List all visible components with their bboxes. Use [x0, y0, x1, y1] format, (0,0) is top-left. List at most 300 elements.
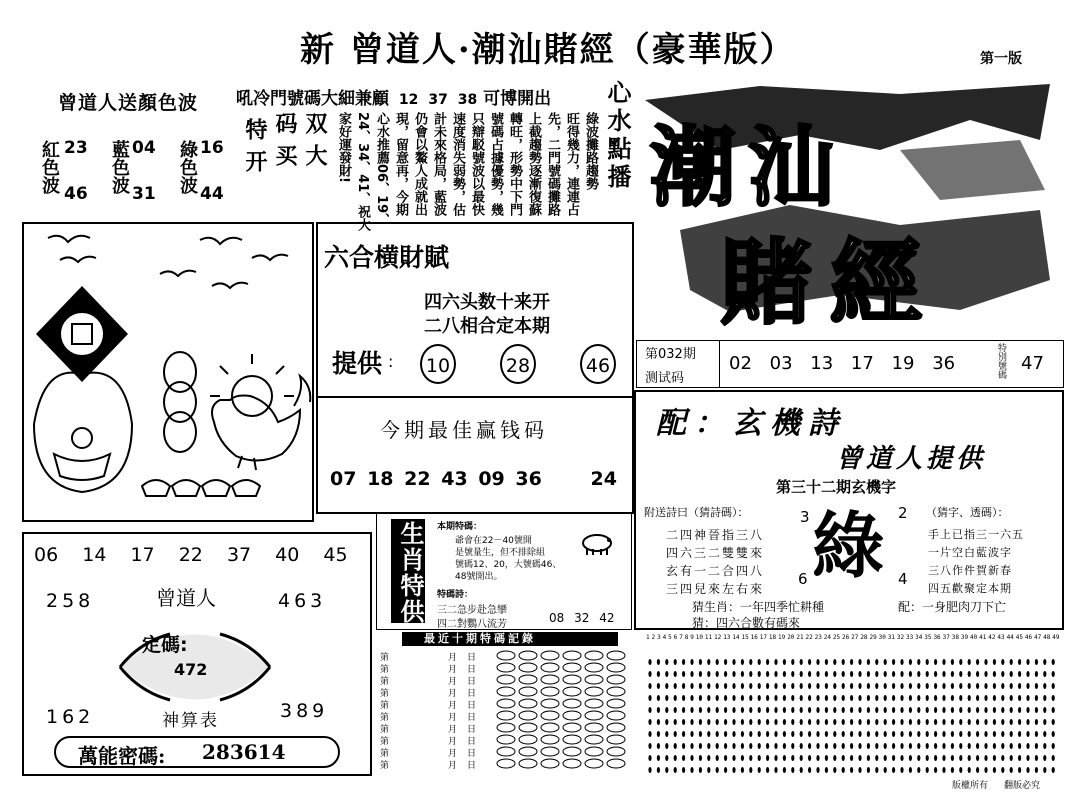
- history-row-label: 第: [380, 701, 390, 711]
- history-oval: [563, 675, 581, 684]
- history-oval: [497, 723, 515, 732]
- best-number-special: 24: [590, 468, 617, 490]
- grid-dot: [951, 767, 954, 773]
- best-number-4: 43: [441, 468, 468, 490]
- hot-col-5: 仍會以鰲人成就出: [412, 112, 427, 216]
- history-oval: [585, 699, 603, 708]
- grid-header-number: 34: [915, 634, 923, 641]
- sun-icon: [210, 354, 294, 416]
- best-numbers-title: 今期最佳赢钱码: [380, 418, 548, 442]
- history-oval: [607, 735, 625, 744]
- history-oval: [497, 759, 515, 768]
- history-oval: [541, 735, 559, 744]
- xuanji-corner-4: 4: [898, 570, 908, 588]
- right-top-number: 463: [278, 590, 327, 612]
- history-row-date: 月日: [448, 665, 487, 675]
- history-row-label: 第: [380, 665, 390, 675]
- blue-wave-label: 藍色波: [109, 140, 130, 194]
- xuanji-title: 配：玄機詩: [656, 406, 846, 441]
- grid-dot: [741, 767, 744, 773]
- history-oval: [585, 663, 603, 672]
- grid-header-number: 48: [1043, 634, 1051, 641]
- grid-dot: [917, 767, 920, 773]
- history-row-date: 月日: [448, 713, 487, 723]
- history-oval: [497, 663, 515, 672]
- period-label: 第032期: [645, 347, 696, 362]
- grid-header-number: 5: [668, 634, 672, 641]
- hot-col-1: 家好運發財!: [336, 112, 351, 183]
- xuanji-corner-2: 2: [898, 504, 908, 522]
- xuanji-left-note: 附送詩曰（猜詩碼）：: [644, 506, 749, 519]
- grid-dot: [984, 767, 987, 773]
- liuhe-provide-label: 提供: [332, 349, 383, 378]
- history-row-label: 第: [380, 689, 390, 699]
- grid-dot: [674, 767, 677, 773]
- liuhe-poem-1: 四六头数十来开: [424, 292, 550, 313]
- hot-col-10: 轉旺，形勢中下門: [507, 112, 522, 216]
- grid-dot: [749, 767, 752, 773]
- history-row-ovals: [496, 722, 636, 733]
- coin-diamond-icon: [36, 286, 128, 382]
- grid-header-number: 14: [732, 634, 740, 641]
- grid-dot: [758, 767, 761, 773]
- grid-dot: [800, 767, 803, 773]
- grid-header-number: 13: [723, 634, 731, 641]
- best-number-3: 22: [404, 468, 431, 490]
- grid-header-number: 44: [1006, 634, 1014, 641]
- grid-dot: [1035, 767, 1038, 773]
- history-row-date: 月日: [448, 749, 487, 759]
- top-number-5: 37: [226, 544, 252, 566]
- left-bottom-number: 162: [46, 706, 95, 728]
- history-oval: [541, 663, 559, 672]
- hot-col-11: 上截趨勢逐漸復蘇: [526, 112, 541, 216]
- history-oval: [541, 675, 559, 684]
- history-title: 最近十期特碼記錄: [424, 632, 536, 645]
- history-row-ovals: [496, 674, 636, 685]
- top-numbers-row: [34, 544, 348, 566]
- zodiac-poem-2: 四二對鸚八流芳: [437, 619, 507, 630]
- xuanji-bottom-1: 猜生肖：一年四季忙耕種: [692, 600, 825, 614]
- red-wave-n1: 23: [64, 138, 88, 158]
- hot-left-col-1: 特开: [242, 118, 268, 182]
- grid-header-number: 9: [690, 634, 694, 641]
- history-oval: [541, 687, 559, 696]
- history-oval: [585, 711, 603, 720]
- color-wave-title: 曾道人送顏色波: [58, 92, 199, 114]
- hot-number-2: 37: [428, 92, 448, 108]
- history-oval: [519, 675, 537, 684]
- history-oval: [541, 699, 559, 708]
- logo-line-2: 賭經: [720, 229, 941, 337]
- grid-header-number: 6: [673, 634, 678, 641]
- history-row-date: 月日: [448, 677, 487, 687]
- history-oval: [519, 651, 537, 660]
- period-special-number: 47: [1021, 353, 1044, 374]
- grid-dot: [968, 767, 971, 773]
- grid-header-number: 12: [714, 634, 722, 641]
- grid-header-number: 25: [832, 634, 841, 641]
- hot-headline-text: 吼冷門號碼大細兼顧: [236, 89, 389, 109]
- top-number-3: 17: [130, 544, 155, 566]
- grid-header-number: 26: [842, 634, 850, 641]
- history-row-date: 月日: [448, 653, 487, 663]
- history-oval: [607, 759, 625, 768]
- grid-dot: [909, 767, 912, 773]
- grid-header-number: 19: [778, 634, 786, 641]
- grid-dot: [1052, 767, 1055, 773]
- history-row-ovals: [496, 710, 636, 721]
- xuanji-bottom-3: 猜：四六合數有碼來: [692, 616, 801, 630]
- illustration-box: [22, 222, 314, 522]
- history-row-label: 第: [380, 725, 390, 735]
- history-row-label: 第: [380, 677, 390, 687]
- grid-header-number: 38: [951, 634, 959, 641]
- history-row-ovals: [496, 662, 636, 673]
- period-number-5: 19: [891, 353, 915, 374]
- grid-dot: [648, 767, 651, 773]
- grid-dot: [1026, 767, 1029, 773]
- history-row-label: 第: [380, 737, 390, 747]
- history-oval: [563, 699, 581, 708]
- grid-header-number: 17: [759, 634, 767, 641]
- liuhe-number-2: 28: [500, 344, 536, 384]
- history-oval: [563, 735, 581, 744]
- grid-header-number: 39: [960, 634, 969, 641]
- history-oval: [563, 663, 581, 672]
- xuanji-left-line-3: 玄有一二合四八: [666, 564, 765, 578]
- history-oval: [497, 675, 515, 684]
- history-oval: [519, 723, 537, 732]
- hot-col-3: 心水推薦06、19、: [374, 112, 389, 227]
- master-code: 283614: [202, 740, 286, 764]
- blue-wave-n1: 04: [132, 138, 156, 158]
- grid-dot: [892, 767, 895, 773]
- period-special-label: 特別號碼: [996, 343, 1006, 379]
- green-wave-n1: 16: [200, 138, 224, 158]
- history-oval: [607, 687, 625, 696]
- numbers-box: [22, 532, 372, 776]
- grid-dot: [816, 767, 819, 773]
- hot-col-13: 旺得幾力，連連占: [564, 112, 579, 216]
- zodiac-box: [376, 512, 632, 630]
- history-row-date: 月日: [448, 725, 487, 735]
- grid-header-number: 49: [1052, 634, 1060, 641]
- grid-header-number: 20: [787, 634, 795, 641]
- grid-dot: [1010, 767, 1013, 773]
- liuhe-number-3: 46: [580, 344, 616, 384]
- grid-dot: [900, 767, 903, 773]
- grid-dot: [791, 767, 794, 773]
- dot-grid-row: [646, 760, 1060, 770]
- grid-dot: [682, 767, 685, 773]
- hot-col-9: 號碼占據優勢，幾: [488, 112, 503, 216]
- zodiac-number-3: 42: [599, 611, 615, 625]
- grid-header-number: 42: [988, 634, 996, 641]
- bird-icon-2: [200, 238, 242, 244]
- liuhe-title: 六合横財賦: [324, 243, 450, 272]
- liuhe-number-1: 10: [420, 344, 456, 384]
- history-oval: [541, 723, 559, 732]
- grid-dot: [808, 767, 811, 773]
- dot-grid-row: [646, 700, 1060, 710]
- grid-dot: [926, 767, 929, 773]
- grid-header-number: 47: [1033, 634, 1042, 641]
- history-row-ovals: [496, 734, 636, 745]
- history-oval: [563, 687, 581, 696]
- grid-header-number: 43: [997, 634, 1005, 641]
- history-oval: [519, 711, 537, 720]
- grid-header-number: 24: [823, 634, 831, 641]
- logo-line-1: 潮汕: [650, 117, 846, 218]
- period-number-2: 03: [769, 353, 793, 374]
- history-oval: [607, 711, 625, 720]
- history-oval: [497, 735, 515, 744]
- grid-header-number: 7: [679, 634, 683, 641]
- grid-header-number: 30: [878, 634, 886, 641]
- grid-header-number: 41: [979, 634, 987, 641]
- grid-header-number: 1: [646, 634, 650, 641]
- gold-ingot-icon: [34, 373, 132, 492]
- green-wave-n2: 44: [200, 184, 224, 204]
- history-oval: [563, 723, 581, 732]
- right-bottom-number: 389: [280, 700, 329, 722]
- period-test-label: 测试码: [645, 371, 685, 386]
- grid-dot: [783, 767, 786, 773]
- history-oval: [563, 651, 581, 660]
- xuanji-subtitle: 第三十二期玄機字: [776, 478, 897, 496]
- grid-dot: [867, 767, 870, 773]
- history-row-label: 第: [380, 761, 390, 771]
- zodiac-number-2: 32: [574, 611, 590, 625]
- dot-grid-row: [646, 676, 1060, 686]
- grid-header-number: 31: [887, 634, 895, 641]
- grid-dot: [707, 767, 710, 773]
- zodiac-poem-1: 三二急步赴急攣: [437, 605, 507, 616]
- history-oval: [585, 759, 603, 768]
- history-oval: [541, 711, 559, 720]
- history-oval: [585, 651, 603, 660]
- grid-header-number: 3: [657, 634, 661, 641]
- history-oval: [585, 723, 603, 732]
- color-wave-blue: [106, 138, 166, 208]
- history-row-ovals: [496, 650, 636, 661]
- period-number-4: 17: [850, 353, 874, 374]
- history-oval: [497, 699, 515, 708]
- grid-dot: [690, 767, 693, 773]
- history-oval: [585, 735, 603, 744]
- zodiac-vertical-title: 生肖特供: [396, 521, 425, 625]
- history-oval: [563, 747, 581, 756]
- period-number-3: 13: [810, 353, 834, 374]
- hot-left-col-2: 码买: [272, 112, 298, 176]
- grid-dot: [825, 767, 828, 773]
- history-oval: [607, 675, 625, 684]
- hot-col-12: 先，二門號碼攤路: [545, 112, 560, 216]
- grid-dot: [1001, 767, 1004, 773]
- history-table: [380, 632, 636, 772]
- dot-grid-row: [646, 688, 1060, 698]
- grid-dot: [959, 767, 962, 773]
- grid-header-number: 28: [860, 634, 868, 641]
- grid-header: [646, 634, 1060, 646]
- rooster-icon: [212, 376, 310, 470]
- left-top-number: 258: [46, 590, 95, 612]
- grid-dot: [732, 767, 735, 773]
- page-title: 新 曾道人·潮汕賭經（豪華版）: [300, 30, 796, 70]
- grid-header-number: 46: [1024, 634, 1033, 641]
- dot-grid-row: [646, 652, 1060, 662]
- hot-number-3: 38: [457, 92, 478, 108]
- xuanji-right-line-1: 手上已指三一六五: [928, 528, 1024, 541]
- zodiac-tip-1: 爺會在22－40號開: [455, 536, 532, 546]
- grid-dot: [842, 767, 845, 773]
- grid-header-number: 32: [896, 634, 905, 641]
- grid-dot: [1043, 767, 1046, 773]
- history-oval: [519, 699, 537, 708]
- hot-left-col-3: 双大: [302, 112, 328, 176]
- grid-dot: [724, 767, 727, 773]
- best-number-6: 36: [515, 468, 542, 490]
- center-title: 曾道人: [156, 586, 216, 610]
- grid-header-number: 16: [750, 634, 758, 641]
- xuanji-left-line-1: 二四神晉指三八: [666, 528, 765, 542]
- history-oval: [541, 747, 559, 756]
- grid-header-number: 29: [869, 634, 877, 641]
- history-oval: [519, 663, 537, 672]
- best-numbers-row: [330, 468, 617, 490]
- grid-header-number: 10: [695, 634, 704, 641]
- master-label: 萬能密碼:: [78, 744, 166, 768]
- best-number-2: 18: [367, 468, 394, 490]
- history-oval: [497, 711, 515, 720]
- grid-dot: [716, 767, 719, 773]
- history-oval: [519, 759, 537, 768]
- history-row-date: 月日: [448, 689, 487, 699]
- dot-grid-row: [646, 748, 1060, 758]
- grid-dot: [665, 767, 668, 773]
- red-wave-label: 紅色波: [39, 140, 60, 194]
- history-row-date: 月日: [448, 701, 487, 711]
- grid-header-number: 37: [942, 634, 950, 641]
- grid-header-number: 45: [1015, 634, 1023, 641]
- hot-side-title: 心水點播: [603, 80, 631, 192]
- period-box: [636, 340, 1064, 388]
- xuanji-right-note: （猜字、透碼）：: [926, 506, 1009, 519]
- grid-header-number: 21: [796, 634, 804, 641]
- fixed-label: 定碼:: [142, 634, 188, 656]
- hot-number-1: 12: [398, 92, 419, 108]
- history-row-ovals: [496, 698, 636, 709]
- grid-dot: [774, 767, 777, 773]
- history-row-ovals: [496, 758, 636, 769]
- logo-block: [640, 80, 1060, 337]
- period-number-1: 02: [729, 353, 752, 374]
- hot-col-2: 24、34、41、祝大: [355, 112, 370, 232]
- hot-col-4: 現，留意再，今期: [393, 112, 408, 216]
- dot-grid-row: [646, 712, 1060, 722]
- period-numbers: [729, 353, 955, 374]
- history-oval: [541, 651, 559, 660]
- xuanji-right-line-3: 三八作件賀新春: [928, 564, 1012, 577]
- edition-label: 第一版: [980, 51, 1022, 67]
- dot-grid-row: [646, 736, 1060, 746]
- history-row-ovals: [496, 686, 636, 697]
- history-oval: [497, 687, 515, 696]
- hot-col-6: 計未來格局，藍波: [431, 112, 446, 216]
- history-oval: [607, 663, 625, 672]
- grid-header-number: 18: [768, 634, 777, 641]
- history-oval: [563, 759, 581, 768]
- grid-header-number: 15: [741, 634, 749, 641]
- history-oval: [607, 723, 625, 732]
- xuanji-right-line-2: 一片空白藍波字: [928, 546, 1012, 559]
- grid-header-number: 35: [924, 634, 932, 641]
- grid-dot: [976, 767, 979, 773]
- top-number-6: 40: [275, 544, 300, 566]
- grid-dot: [766, 767, 769, 773]
- color-wave-red: [36, 138, 96, 208]
- xuanji-provider: 曾道人提供: [836, 444, 987, 474]
- history-oval: [519, 747, 537, 756]
- xuanji-big-char: 綠: [812, 503, 885, 588]
- grid-dot: [934, 767, 937, 773]
- fixed-number: 472: [174, 660, 208, 679]
- history-oval: [607, 747, 625, 756]
- grid-header-number: 36: [933, 634, 941, 641]
- footer-copyright: 版權所有: [952, 781, 989, 791]
- ingot-row-icon: [142, 480, 260, 496]
- period-divider: [719, 341, 720, 387]
- bird-icon: [48, 236, 90, 242]
- grid-dot: [657, 767, 660, 773]
- grid-dot: [875, 767, 878, 773]
- history-oval: [607, 651, 625, 660]
- liuhe-box: [316, 222, 634, 398]
- history-oval: [519, 687, 537, 696]
- history-oval: [519, 735, 537, 744]
- history-oval: [607, 699, 625, 708]
- history-oval: [585, 675, 603, 684]
- xuanji-left-line-2: 四六三二雙雙來: [666, 546, 765, 560]
- xuanji-corner-1: 3: [800, 508, 810, 526]
- xuanji-left-line-4: 三四兒來左右來: [666, 582, 765, 596]
- hot-col-8: 只辯駁號波以最快: [469, 112, 484, 216]
- grid-header-number: 22: [805, 634, 813, 641]
- period-number-6: 36: [932, 353, 956, 374]
- top-number-4: 22: [178, 544, 203, 566]
- xuanji-box: [634, 390, 1064, 630]
- history-row-date: 月日: [448, 761, 487, 771]
- hot-col-14: 綠波攤路趨勢: [583, 112, 598, 190]
- grid-header-number: 11: [704, 634, 713, 641]
- grid-dot: [1018, 767, 1021, 773]
- history-row-label: 第: [380, 749, 390, 759]
- grid-header-number: 40: [970, 634, 978, 641]
- grid-header-number: 27: [851, 634, 859, 641]
- pig-icon: [579, 531, 615, 557]
- history-oval: [585, 747, 603, 756]
- grid-header-number: 2: [651, 634, 656, 641]
- xuanji-corner-3: 6: [798, 570, 808, 588]
- history-row-label: 第: [380, 713, 390, 723]
- grid-dot: [833, 767, 836, 773]
- zodiac-numbers: [549, 611, 615, 625]
- best-number-5: 09: [478, 468, 505, 490]
- zodiac-tip-4: 48號開出。: [455, 572, 503, 582]
- zodiac-tip-2: 是號量生，但不排除組: [455, 548, 546, 558]
- zodiac-poem-head: 特碼詩：: [437, 590, 474, 600]
